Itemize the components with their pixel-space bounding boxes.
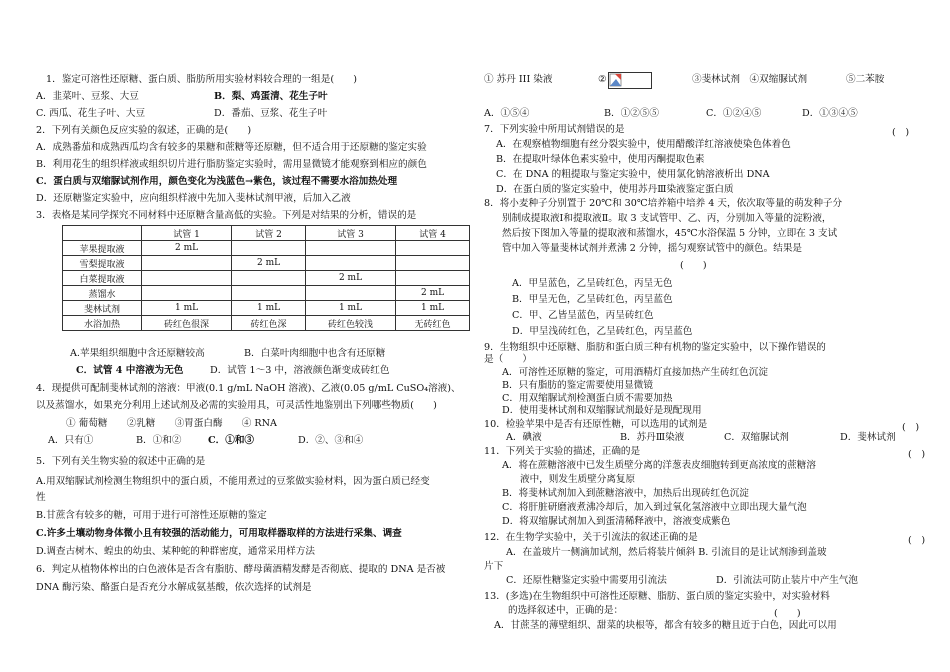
q4-option-b: B．①和② (136, 435, 182, 446)
table-cell (232, 286, 306, 301)
q1-option-c: C. 西瓜、花生子叶、大豆 (36, 108, 146, 119)
q2-option-c: C．蛋白质与双缩脲试剂作用，颜色变化为浅蓝色→紫色，该过程不需要水浴加热处理 (36, 176, 398, 187)
q10-answer-paren: ( ) (902, 422, 920, 433)
table-cell: 砖红色较浅 (305, 316, 395, 331)
table-row (63, 286, 470, 301)
q3-stem: 3．表格是某同学探究不同材料中还原糖含量高低的实验。下列是对结果的分析，错误的是 (36, 210, 417, 221)
table-cell (396, 241, 470, 256)
q9-stem-line1: 9．生物组织中还原糖、脂肪和蛋白质三种有机物的鉴定实验中，以下操作错误的 (484, 342, 826, 353)
q8-stem-line2: 别制成提取液Ⅰ和提取液Ⅱ。取 3 支试管甲、乙、丙，分别加入等量的淀粉液， (502, 213, 832, 224)
table-row (63, 241, 470, 256)
table-cell: 苹果提取液 (63, 241, 142, 256)
q4-option-c: C．①和③ (208, 435, 255, 446)
q10-option-b: B．苏丹Ⅲ染液 (620, 432, 685, 443)
table-header-cell (63, 226, 142, 241)
q13-stem-line2: 的选择叙述中，正确的是： (508, 605, 624, 616)
q12-stem: 12．在生物学实验中，关于引流法的叙述正确的是 (484, 532, 698, 543)
q8-answer-paren: ( ) (680, 260, 707, 271)
q8-option-d: D．甲呈浅砖红色，乙呈砖红色，丙呈蓝色 (512, 326, 693, 337)
q8-option-b: B．甲呈无色，乙呈砖红色，丙呈蓝色 (512, 294, 673, 305)
q9-option-b: B．只有脂肪的鉴定需要使用显微镜 (502, 380, 653, 391)
q5-option-d: D.调查古树木、蝗虫的幼虫、某种蛇的种群密度，通常采用样方法 (36, 546, 316, 557)
q6-reagent-2: ② (598, 74, 607, 85)
table-header-row (63, 226, 470, 241)
q11-option-d: D．将双缩脲试剂加入到蛋清稀释液中，溶液变成紫色 (502, 516, 731, 527)
q2-option-b: B．利用花生的组织样液或组织切片进行脂肪鉴定实验时，需用显微镜才能观察到相应的颜色 (36, 159, 427, 170)
left-column (36, 0, 466, 672)
table-cell (142, 271, 232, 286)
table-header-cell: 试管 3 (305, 226, 395, 241)
q7-option-b: B．在提取叶绿体色素实验中，使用丙酮提取色素 (496, 154, 705, 165)
q5-stem: 5．下列有关生物实验的叙述中正确的是 (36, 456, 206, 467)
table-cell: 1 mL (396, 301, 470, 316)
table-header-cell: 试管 4 (396, 226, 470, 241)
q6-reagent-5: ⑤二苯胺 (846, 74, 885, 85)
table-cell: 1 mL (232, 301, 306, 316)
table-cell: 1 mL (142, 301, 232, 316)
q6-stem-line2: DNA 酶污染、酪蛋白是否充分水解成氨基酸，依次选择的试剂是 (36, 582, 312, 593)
q3-option-a: A.苹果组织细胞中含还原糖较高 (70, 348, 205, 359)
table-cell: 2 mL (305, 271, 395, 286)
table-cell: 2 mL (232, 256, 306, 271)
q8-option-a: A．甲呈蓝色，乙呈砖红色，丙呈无色 (512, 278, 673, 289)
table-cell: 斐林试剂 (63, 301, 142, 316)
table-row (63, 271, 470, 286)
q10-stem: 10．检验苹果中是否有还原性糖，可以选用的试剂是 (484, 419, 708, 430)
table-cell: 蒸馏水 (63, 286, 142, 301)
q11-stem: 11．下列关于实验的描述，正确的是 (484, 446, 641, 457)
table-cell: 1 mL (305, 301, 395, 316)
q1-option-d: D．番茄、豆浆、花生子叶 (214, 108, 328, 119)
table-cell (232, 271, 306, 286)
table-cell (232, 241, 306, 256)
q10-option-d: D．斐林试剂 (840, 432, 896, 443)
table-cell (305, 241, 395, 256)
table-cell: 无砖红色 (396, 316, 470, 331)
table-cell: 白菜提取液 (63, 271, 142, 286)
q8-option-c: C．甲、乙皆呈蓝色，丙呈砖红色 (512, 310, 654, 321)
table-cell (305, 286, 395, 301)
q11-option-a-line1: A．将在蔗糖溶液中已发生质壁分离的洋葱表皮细胞转到更高浓度的蔗糖溶 (502, 460, 816, 471)
q3-option-b: B．白菜叶肉细胞中也含有还原糖 (244, 348, 386, 359)
q13-answer-paren: ( ) (774, 608, 801, 619)
q10-option-c: C．双缩脲试剂 (724, 432, 789, 443)
q13-option-a: A．甘蔗茎的薄壁组织、甜菜的块根等，都含有较多的糖且近于白色，因此可以用 (494, 620, 837, 631)
q5-option-c: C.许多土壤动物身体微小且有较强的活动能力，可用取样器取样的方法进行采集、调查 (36, 528, 402, 539)
table-cell (396, 256, 470, 271)
q12-answer-paren: ( ) (908, 535, 926, 546)
q8-stem-line4: 管中加入等量斐林试剂并煮沸 2 分钟，摇匀观察试管中的颜色。结果是 (502, 243, 803, 254)
table-row (63, 301, 470, 316)
q2-option-a: A．成熟番茄和成熟西瓜均含有较多的果糖和蔗糖等还原糖，但不适合用于还原糖的鉴定实验 (36, 142, 427, 153)
q4-stem-line1: 4．现提供可配制斐林试剂的溶液：甲液(0.1 g/mL NaOH 溶液)、乙液(0.05 g/mL CuSO₄溶液)、 (36, 383, 461, 394)
q12-option-a-line1: A．在盖玻片一侧滴加试剂，然后将装片倾斜 B. 引流目的是让试剂渗到盖玻 (506, 547, 827, 558)
table-cell: 雪梨提取液 (63, 256, 142, 271)
q7-option-c: C．在 DNA 的粗提取与鉴定实验中，使用氯化钠溶液析出 DNA (496, 169, 770, 180)
q7-option-a: A．在观察植物细胞有丝分裂实验中，使用醋酸洋红溶液使染色体着色 (496, 139, 791, 150)
q3-option-d: D．试管 1～3 中，溶液颜色渐变成砖红色 (210, 365, 390, 376)
q5-option-a-line2: 性 (36, 492, 46, 503)
q8-stem-line1: 8．将小麦种子分别置于 20℃和 30℃培养箱中培养 4 天，依次取等量的萌发种子分 (484, 198, 843, 209)
q6-stem-line1: 6．判定从植物体榨出的白色液体是否含有脂肪、酵母菌酒精发酵是否彻底、提取的 DNA 是否被 (36, 564, 446, 575)
q13-stem-line1: 13．(多选)在生物组织中可溶性还原糖、脂肪、蛋白质的鉴定实验中，对实验材料 (484, 591, 830, 602)
table-cell: 2 mL (396, 286, 470, 301)
q12-option-c: C．还原性糖鉴定实验中需要用引流法 (506, 575, 667, 586)
q3-option-c: C．试管 4 中溶液为无色 (76, 365, 184, 376)
q11-option-c: C．将肝脏研磨液煮沸冷却后，加入到过氧化氢溶液中立即出现大量气泡 (502, 502, 807, 513)
q2-stem: 2．下列有关颜色反应实验的叙述，正确的是( ) (36, 125, 252, 136)
q9-option-a: A．可溶性还原糖的鉴定，可用酒精灯直接加热产生砖红色沉淀 (502, 367, 768, 378)
q8-stem-line3: 然后按下图加入等量的提取液和蒸馏水，45℃水浴保温 5 分钟，立即在 3 支试 (502, 228, 838, 239)
q12-option-d: D．引流法可防止装片中产生气泡 (716, 575, 859, 586)
q1-stem: 1．鉴定可溶性还原糖、蛋白质、脂肪所用实验材料较合理的一组是( ) (46, 74, 357, 85)
q6-option-c: C．①②④⑤ (706, 108, 762, 119)
q10-option-a: A．碘液 (506, 432, 542, 443)
table-header-cell: 试管 2 (232, 226, 306, 241)
q6-option-b: B．①②⑤⑤ (604, 108, 660, 119)
q3-table (62, 225, 470, 331)
q4-option-a: A．只有① (48, 435, 94, 446)
q11-option-a-line2: 液中，则发生质壁分离复原 (520, 474, 636, 485)
q12-option-a-line2: 片下 (484, 561, 504, 572)
table-cell (305, 256, 395, 271)
q5-option-a-line1: A.用双缩脲试剂检测生物组织中的蛋白质，不能用煮过的豆浆做实验材料，因为蛋白质已经变 (36, 476, 430, 487)
table-cell (142, 256, 232, 271)
q7-stem: 7．下列实验中所用试剂错误的是 (484, 124, 625, 135)
q4-stem-line2: 以及蒸馏水，如果充分利用上述试剂及必需的实验用具，可灵活性地鉴别出下列哪些物质( ) (36, 400, 437, 411)
table-cell (142, 286, 232, 301)
q1-option-b: B．梨、鸡蛋清、花生子叶 (214, 91, 328, 102)
table-cell: 砖红色很深 (142, 316, 232, 331)
q9-option-c: C．用双缩脲试剂检测蛋白质不需要加热 (502, 393, 673, 404)
right-column (484, 0, 924, 672)
q2-option-d: D．还原糖鉴定实验中，应向组织样液中先加入斐林试剂甲液，后加入乙液 (36, 193, 351, 204)
q11-option-b: B．将斐林试剂加入到蔗糖溶液中，加热后出现砖红色沉淀 (502, 488, 749, 499)
broken-image-icon (608, 72, 652, 89)
q9-option-d: D．使用斐林试剂和双缩脲试剂最好是现配现用 (502, 405, 702, 416)
q7-answer-paren: ( ) (892, 127, 910, 138)
q5-option-b: B.甘蔗含有较多的糖，可用于进行可溶性还原糖的鉴定 (36, 510, 267, 521)
q7-option-d: D．在蛋白质的鉴定实验中，使用苏丹Ⅲ染液鉴定蛋白质 (496, 184, 734, 195)
q9-stem-line2: 是（ ） (484, 354, 532, 365)
table-header-cell: 试管 1 (142, 226, 232, 241)
q6-option-d: D．①③④⑤ (802, 108, 858, 119)
q4-option-d: D．②、③和④ (298, 435, 364, 446)
q11-answer-paren: ( ) (908, 449, 926, 460)
table-cell: 水浴加热 (63, 316, 142, 331)
table-cell (396, 271, 470, 286)
table-cell: 2 mL (142, 241, 232, 256)
table-row (63, 316, 470, 331)
q6-reagent-1: ① 苏丹 III 染液 (484, 74, 553, 85)
q4-items: ① 葡萄糖 ②乳糖 ③胃蛋白酶 ④ RNA (66, 418, 277, 429)
table-cell: 砖红色深 (232, 316, 306, 331)
q6-reagent-3-4: ③斐林试剂 ④双缩脲试剂 (692, 74, 808, 85)
q1-option-a: A．韭菜叶、豆浆、大豆 (36, 91, 139, 102)
q6-option-a: A．①⑤④ (484, 108, 530, 119)
table-row (63, 256, 470, 271)
